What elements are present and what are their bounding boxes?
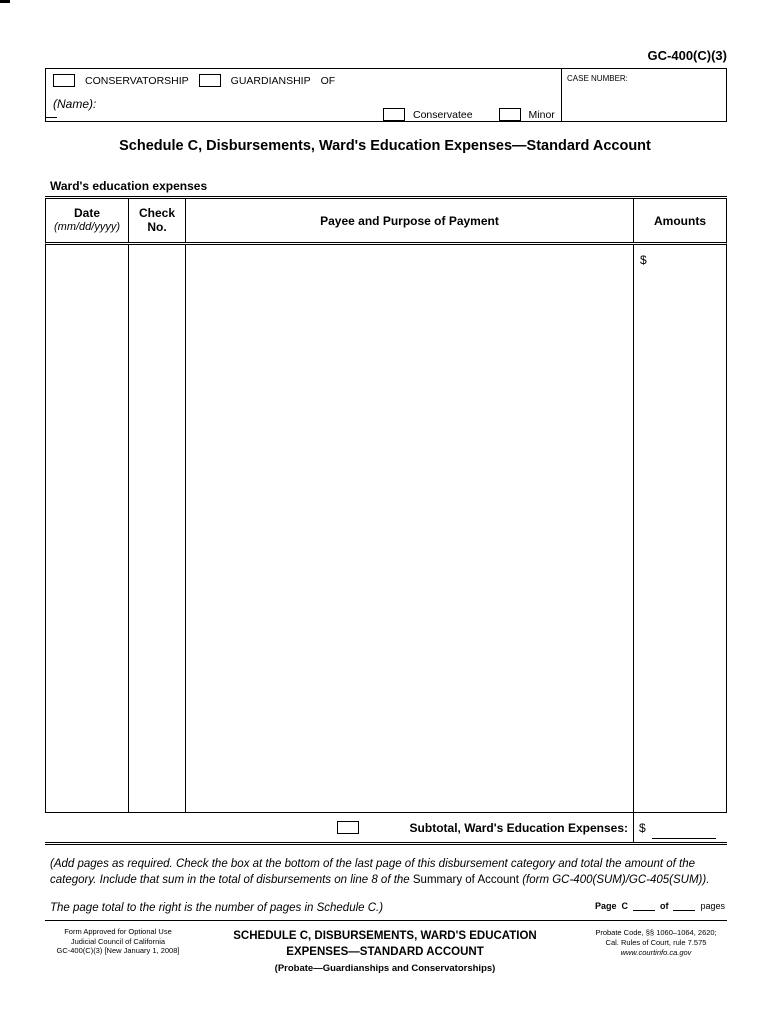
- total-pages-field[interactable]: [673, 901, 695, 911]
- approval-line-2: Judicial Council of California: [70, 936, 166, 946]
- subtotal-label-cell: [45, 813, 634, 842]
- check-header-label: Check: [138, 206, 176, 220]
- conservatorship-checkbox[interactable]: [53, 74, 75, 87]
- expenses-table: [45, 196, 727, 845]
- footer-title-line-3: (Probate—Guardianships and Conservatorships): [274, 963, 496, 974]
- footer-title-line-1: SCHEDULE C, DISBURSEMENTS, WARD'S EDUCATION: [233, 930, 537, 942]
- amounts-column-fill-area[interactable]: [634, 245, 726, 812]
- approval-line-3: GC-400(C)(3) [New January 1, 2008]: [56, 946, 180, 955]
- scan-artifact: [0, 0, 10, 3]
- page-letter: C: [621, 901, 628, 911]
- minor-checkbox[interactable]: [499, 108, 521, 121]
- courtinfo-url: www.courtinfo.ca.gov: [620, 948, 692, 957]
- payee-column-fill-area[interactable]: [186, 245, 634, 812]
- page-title: Schedule C, Disbursements, Ward's Education Expenses—Standard Account: [119, 138, 651, 154]
- date-column-fill-area[interactable]: [46, 245, 129, 812]
- subtotal-label: Subtotal, Ward's Education Expenses:: [409, 820, 628, 835]
- name-label: (Name):: [53, 97, 97, 111]
- case-type-row: [53, 74, 335, 87]
- pages-label: pages: [700, 901, 725, 911]
- caption-divider: [561, 69, 562, 121]
- name-row: [53, 95, 426, 111]
- page-number-field[interactable]: [633, 901, 655, 911]
- subtotal-row: [45, 813, 727, 842]
- ward-type-row: [383, 108, 555, 121]
- guardianship-checkbox[interactable]: [199, 74, 221, 87]
- table-header-row: [45, 199, 727, 245]
- of-pages-label: of: [659, 901, 669, 911]
- footer-form-title-block: [185, 928, 585, 976]
- column-header-check-no: [129, 199, 186, 242]
- instruction-line-2a: category. Include that sum in the total of disbursements on line 8 of the: [50, 874, 413, 886]
- page-count-line: [595, 901, 725, 911]
- instruction-line-1: (Add pages as required. Check the box at the bottom of the last page of this disbursement category and total the amount of the: [50, 858, 696, 870]
- name-input-area[interactable]: [96, 95, 426, 108]
- subtotal-amount-cell: [634, 813, 727, 842]
- subtotal-dollar-sign: $: [639, 820, 646, 835]
- page-label: Page: [594, 901, 617, 911]
- check-no-header-label: No.: [147, 220, 167, 234]
- amounts-dollar-sign: $: [640, 253, 647, 267]
- table-bottom-rule: [45, 842, 727, 845]
- footer-approval-block: [48, 927, 188, 956]
- check-no-column-fill-area[interactable]: [129, 245, 186, 812]
- minor-label: Minor: [528, 108, 555, 121]
- date-header-label: Date: [73, 206, 100, 220]
- section-heading: Ward's education expenses: [50, 179, 208, 193]
- conservatee-label: Conservatee: [413, 108, 473, 121]
- citation-line-1: Probate Code, §§ 1060–1064, 2620;: [595, 928, 717, 937]
- citation-line-2: Cal. Rules of Court, rule 7.575: [605, 938, 707, 947]
- case-caption-box: [45, 68, 727, 122]
- conservatee-checkbox[interactable]: [383, 108, 405, 121]
- instruction-line-3: The page total to the right is the number of pages in Schedule C.): [50, 902, 384, 914]
- footer-citation-block: [585, 928, 727, 958]
- column-header-payee: Payee and Purpose of Payment: [186, 199, 634, 242]
- conservatorship-label: CONSERVATORSHIP: [85, 74, 189, 87]
- footer-title-line-2: EXPENSES—STANDARD ACCOUNT: [286, 946, 484, 958]
- instruction-line-2c: (form GC-400(SUM)/GC-405(SUM)).: [519, 874, 710, 886]
- column-header-amounts: Amounts: [654, 213, 706, 228]
- name-dash: [46, 117, 57, 118]
- subtotal-amount-field[interactable]: [652, 825, 716, 839]
- subtotal-checkbox[interactable]: [337, 821, 359, 834]
- column-header-date: [46, 199, 129, 242]
- footer-rule: [45, 920, 727, 921]
- form-number: GC-400(C)(3): [647, 48, 727, 63]
- date-format-label: (mm/dd/yyyy): [54, 221, 120, 233]
- guardianship-label: GUARDIANSHIP: [230, 74, 311, 87]
- table-body: [45, 245, 727, 813]
- instruction-line-2b: Summary of Account: [412, 874, 519, 886]
- case-number-label: CASE NUMBER:: [567, 74, 628, 83]
- case-number-input-area[interactable]: [567, 85, 722, 117]
- instruction-line-2: [50, 874, 709, 886]
- approval-line-1: Form Approved for Optional Use: [64, 927, 172, 936]
- of-label: OF: [320, 74, 336, 87]
